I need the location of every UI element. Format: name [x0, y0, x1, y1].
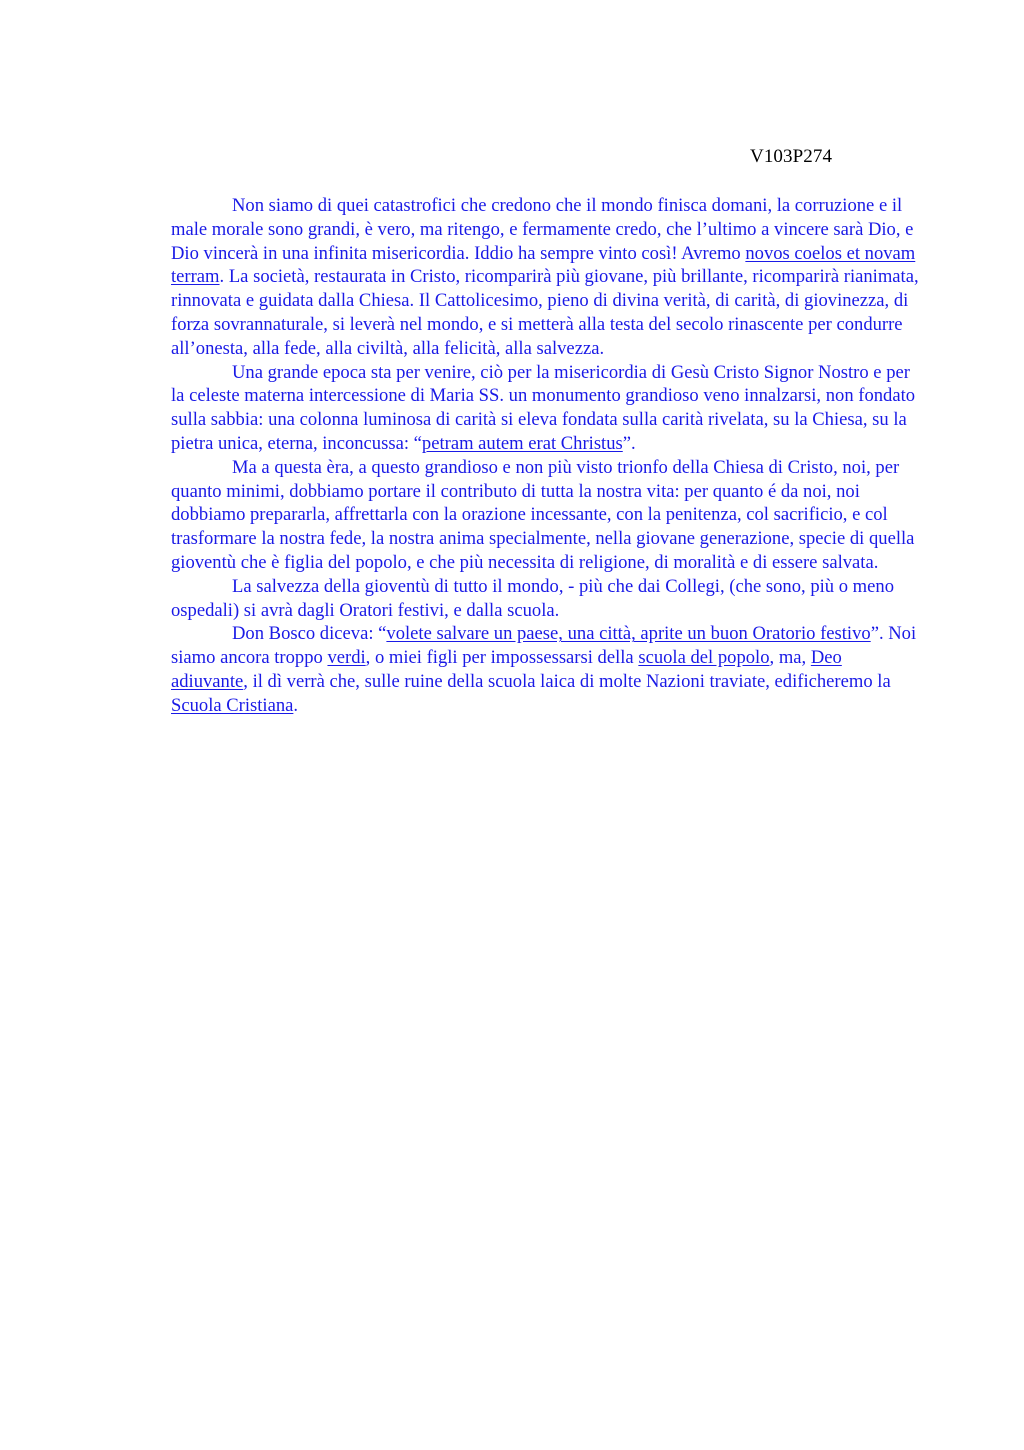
document-body [171, 194, 919, 718]
underlined-phrase: novos coelos et novam terram [171, 242, 916, 288]
paragraph-4 [171, 575, 919, 623]
text-run: , o miei figli per impossessarsi della [365, 647, 639, 669]
underlined-phrase: verdi [327, 647, 366, 669]
paragraph-3 [171, 456, 919, 575]
paragraph-2 [171, 361, 919, 456]
text-run: Una grande epoca sta per venire, ciò per la misericordia di Gesù Cristo Signor Nostro e per la celeste materna intercessione di Maria SS. un monumento grandioso veno innalzarsi, non fondato sulla sabbia: una colonna luminosa di carità si eleva fondata sulla carità rivelata, su la Chiesa, su la pietra unica, eterna, inconcussa: “ [171, 361, 916, 454]
underlined-phrase: Scuola Cristiana [171, 694, 294, 716]
underlined-phrase: Deo adiuvante [171, 647, 842, 692]
text-run: . [293, 694, 299, 716]
text-run: . La società, restaurata in Cristo, ricomparirà più giovane, più brillante, ricomparirà rianimata, rinnovata e guidata dalla Chiesa. Il Cattolicesimo, pieno di divina verità, di carità, di giovinezza, di forza sovrannaturale, si leverà nel mondo, e si metterà alla testa del secolo rinascente per condurre all’onesta, alla fede, alla civiltà, alla felicità, alla salvezza. [171, 266, 919, 359]
text-run: ”. [622, 432, 636, 454]
text-run: ”. Noi siamo ancora troppo [171, 623, 917, 669]
text-run: , il dì verrà che, sulle ruine della scuola laica di molte Nazioni traviate, edificheremo la [243, 670, 891, 692]
underlined-phrase: petram autem erat Christus [421, 432, 623, 454]
text-run: Don Bosco diceva: “ [232, 623, 387, 645]
text-run: Non siamo di quei catastrofici che credono che il mondo finisca domani, la corruzione e il male morale sono grandi, è vero, ma ritengo, e fermamente credo, che l’ultimo a vincere sarà Dio, e Dio vincerà in una infinita misericordia. Iddio ha sempre vinto così! Avremo [171, 195, 914, 264]
paragraph-1 [171, 194, 919, 361]
underlined-phrase: scuola del popolo [638, 647, 770, 669]
text-run: La salvezza della gioventù di tutto il mondo, - più che dai Collegi, (che sono, più o meno ospedali) si avrà dagli Oratori festivi, e dalla scuola. [171, 575, 894, 621]
text-run: , ma, [769, 647, 811, 669]
underlined-phrase: volete salvare un paese, una città, aprite un buon Oratorio festivo [386, 623, 871, 645]
paragraph-5 [171, 622, 919, 717]
text-run: Ma a questa èra, a questo grandioso e non più visto trionfo della Chiesa di Cristo, noi, per quanto minimi, dobbiamo portare il contributo di tutta la nostra vita: per quanto é da noi, noi dobbiamo prepararla, affrettarla con la orazione incessante, con la penitenza, col sacrificio, e col trasformare la nostra fede, la nostra anima specialmente, nella giovane generazione, specie di quella gioventù che è figlia del popolo, e che più necessita di religione, di moralità e di essere salvata. [171, 456, 915, 573]
page-reference: V103P274 [750, 146, 833, 167]
